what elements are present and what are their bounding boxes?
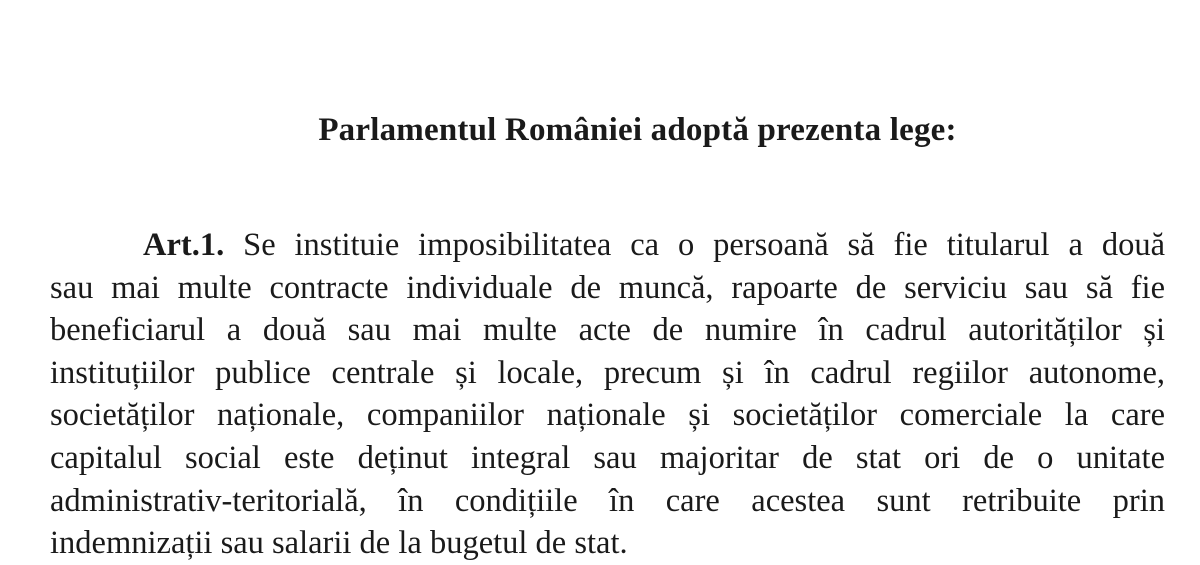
article-line: capitalul social este deținut integral sau majoritar de stat ori de o unitate	[50, 439, 1165, 476]
article-line: indemnizații sau salarii de la bugetul de stat.	[50, 525, 628, 562]
article-line: instituțiilor publice centrale și locale, precum și în cadrul regiilor autonome,	[50, 354, 1165, 391]
article-label: Art.1.	[143, 227, 225, 263]
article-line	[50, 224, 1165, 267]
article-line-text: Se instituie imposibilitatea ca o persoană să fie titularul a două	[243, 227, 1165, 263]
article-line: sau mai multe contracte individuale de muncă, rapoarte de serviciu sau să fie	[50, 269, 1165, 306]
article-line: beneficiarul a două sau mai multe acte de numire în cadrul autorităților și	[50, 312, 1165, 349]
article-1	[50, 224, 1165, 565]
article-line: administrativ-teritorială, în condițiile în care acestea sunt retribuite prin	[50, 482, 1165, 519]
document-heading: Parlamentul României adoptă prezenta lege:	[318, 112, 957, 148]
article-line: societăților naționale, companiilor naționale și societăților comerciale la care	[50, 397, 1165, 434]
